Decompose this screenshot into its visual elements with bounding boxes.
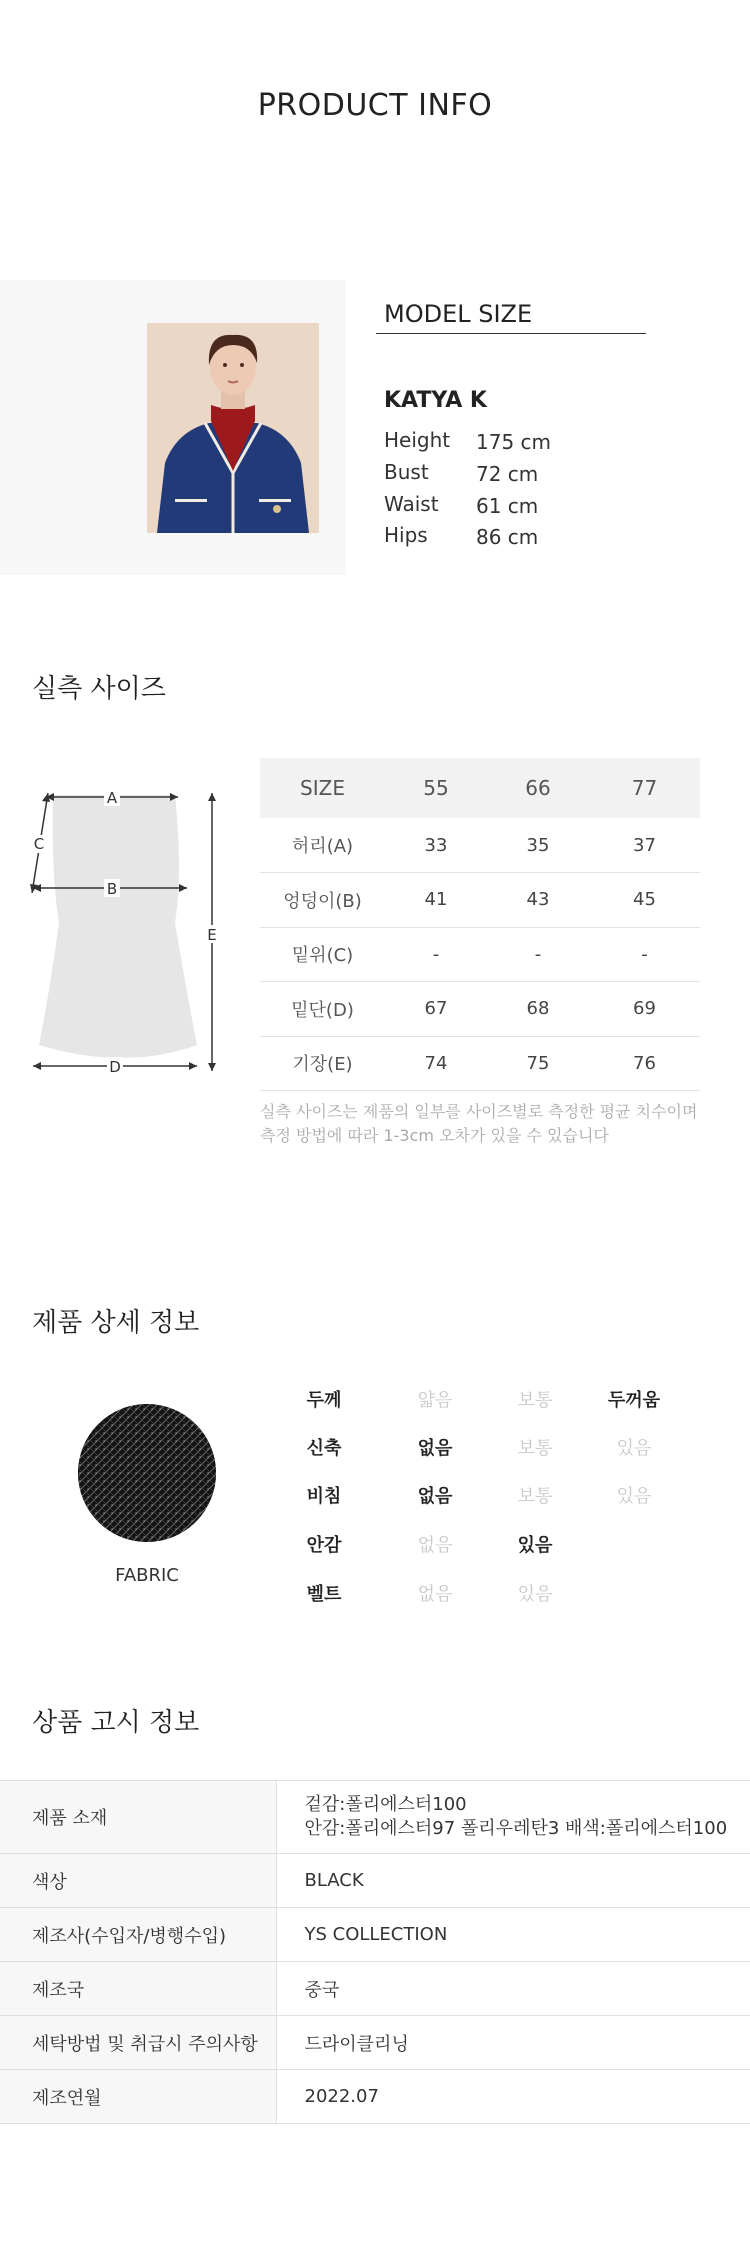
detail-section-heading: 제품 상세 정보 bbox=[32, 1308, 200, 1338]
model-stat-label: Height bbox=[384, 428, 451, 452]
notice-value-line: 겉감:폴리에스터100 bbox=[304, 1794, 467, 1815]
model-stat-value: 86 cm bbox=[476, 525, 539, 549]
detail-label-sheerness: 비침 bbox=[306, 1486, 342, 1507]
size-note-line: 실측 사이즈는 제품의 일부를 사이즈별로 측정한 평균 치수이며 bbox=[260, 1102, 698, 1121]
notice-key: 제조국 bbox=[0, 1962, 276, 2016]
size-cell: 45 bbox=[589, 873, 700, 928]
table-row bbox=[0, 1962, 750, 2016]
detail-option-selected: 두꺼움 bbox=[607, 1390, 661, 1411]
size-section-heading: 실측 사이즈 bbox=[32, 674, 166, 704]
table-row bbox=[260, 818, 700, 873]
table-row bbox=[260, 1036, 700, 1091]
model-illustration bbox=[147, 323, 319, 533]
detail-option: 없음 bbox=[417, 1584, 453, 1605]
size-cell: 43 bbox=[487, 873, 589, 928]
size-cell: 76 bbox=[589, 1036, 700, 1091]
size-cell: - bbox=[589, 927, 700, 982]
notice-value bbox=[276, 1781, 750, 1854]
size-header-cell: SIZE bbox=[260, 758, 385, 818]
size-row-label: 밑단(D) bbox=[260, 982, 385, 1037]
notice-section-heading: 상품 고시 정보 bbox=[32, 1708, 200, 1738]
notice-table bbox=[0, 1780, 750, 2124]
notice-value: 중국 bbox=[276, 1962, 750, 2016]
detail-label-thickness: 두께 bbox=[306, 1390, 342, 1411]
notice-key: 제조사(수입자/병행수입) bbox=[0, 1908, 276, 1962]
skirt-diagram bbox=[25, 783, 230, 1093]
detail-option: 보통 bbox=[517, 1390, 553, 1411]
size-header-cell: 55 bbox=[385, 758, 487, 818]
size-row-label: 허리(A) bbox=[260, 818, 385, 873]
size-note bbox=[260, 1100, 697, 1148]
page-title: PRODUCT INFO bbox=[257, 88, 493, 123]
table-row bbox=[0, 2070, 750, 2124]
fabric-swatch bbox=[78, 1404, 216, 1542]
size-note-line: 측정 방법에 따라 1-3cm 오차가 있을 수 있습니다 bbox=[260, 1126, 609, 1145]
model-size-title: MODEL SIZE bbox=[384, 300, 533, 328]
diagram-label-a: A bbox=[106, 789, 118, 807]
diagram-label-d: D bbox=[109, 1058, 121, 1076]
fabric-texture bbox=[78, 1404, 216, 1542]
size-cell: 37 bbox=[589, 818, 700, 873]
detail-option: 보통 bbox=[517, 1438, 553, 1459]
size-header-cell: 66 bbox=[487, 758, 589, 818]
size-row-label: 밑위(C) bbox=[260, 927, 385, 982]
detail-option-selected: 없음 bbox=[417, 1438, 453, 1459]
notice-value: 2022.07 bbox=[276, 2070, 750, 2124]
size-header-cell: 77 bbox=[589, 758, 700, 818]
detail-option: 없음 bbox=[417, 1535, 453, 1556]
notice-value: 드라이클리닝 bbox=[276, 2016, 750, 2070]
model-stat-label: Hips bbox=[384, 523, 428, 547]
detail-option-selected: 없음 bbox=[417, 1486, 453, 1507]
detail-option: 있음 bbox=[616, 1486, 652, 1507]
size-cell: 68 bbox=[487, 982, 589, 1037]
table-row bbox=[260, 927, 700, 982]
size-cell: 74 bbox=[385, 1036, 487, 1091]
detail-option-selected: 있음 bbox=[517, 1535, 553, 1556]
size-table-header bbox=[260, 758, 700, 818]
notice-value: BLACK bbox=[276, 1854, 750, 1908]
detail-option: 있음 bbox=[517, 1584, 553, 1605]
size-row-label: 엉덩이(B) bbox=[260, 873, 385, 928]
table-row bbox=[0, 1908, 750, 1962]
detail-label-stretch: 신축 bbox=[306, 1438, 342, 1459]
size-cell: - bbox=[487, 927, 589, 982]
notice-key: 색상 bbox=[0, 1854, 276, 1908]
notice-key: 제품 소재 bbox=[0, 1781, 276, 1854]
table-row bbox=[260, 873, 700, 928]
detail-option: 얇음 bbox=[417, 1390, 453, 1411]
model-size-divider bbox=[376, 333, 646, 334]
detail-option: 보통 bbox=[517, 1486, 553, 1507]
size-cell: 33 bbox=[385, 818, 487, 873]
table-row bbox=[0, 1781, 750, 1854]
model-photo bbox=[147, 323, 319, 533]
model-stat-value: 175 cm bbox=[476, 430, 552, 454]
size-cell: 67 bbox=[385, 982, 487, 1037]
notice-key: 세탁방법 및 취급시 주의사항 bbox=[0, 2016, 276, 2070]
model-stat-label: Bust bbox=[384, 460, 429, 484]
size-cell: 35 bbox=[487, 818, 589, 873]
notice-value: YS COLLECTION bbox=[276, 1908, 750, 1962]
fabric-label: FABRIC bbox=[115, 1565, 179, 1586]
size-cell: - bbox=[385, 927, 487, 982]
detail-label-lining: 안감 bbox=[306, 1535, 342, 1556]
size-cell: 69 bbox=[589, 982, 700, 1037]
model-name: KATYA K bbox=[384, 388, 487, 413]
diagram-label-e: E bbox=[207, 926, 217, 944]
detail-option: 있음 bbox=[616, 1438, 652, 1459]
model-stat-value: 72 cm bbox=[476, 462, 539, 486]
table-row bbox=[0, 1854, 750, 1908]
size-cell: 75 bbox=[487, 1036, 589, 1091]
table-row bbox=[260, 982, 700, 1037]
detail-label-belt: 벨트 bbox=[306, 1584, 342, 1605]
size-table bbox=[260, 758, 700, 1091]
table-row bbox=[0, 2016, 750, 2070]
model-stat-label: Waist bbox=[384, 492, 439, 516]
size-cell: 41 bbox=[385, 873, 487, 928]
diagram-label-c: C bbox=[33, 835, 45, 853]
notice-key: 제조연월 bbox=[0, 2070, 276, 2124]
size-row-label: 기장(E) bbox=[260, 1036, 385, 1091]
model-stat-value: 61 cm bbox=[476, 494, 539, 518]
notice-value-line: 안감:폴리에스터97 폴리우레탄3 배색:폴리에스터100 bbox=[304, 1818, 728, 1839]
diagram-label-b: B bbox=[106, 880, 118, 898]
